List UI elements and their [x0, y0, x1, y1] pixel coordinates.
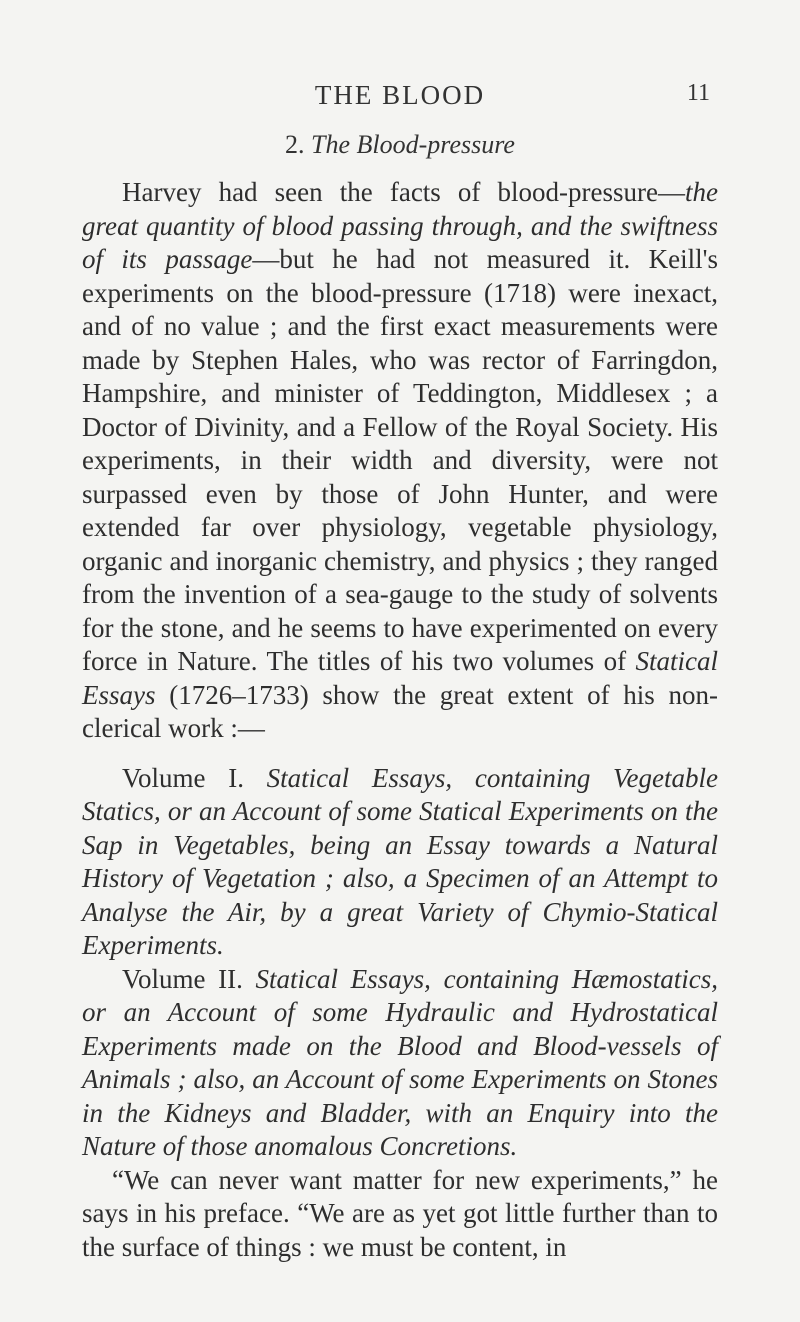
p1-c: —but he had not measured it. Keill's experiments on the blood-pressure (1718) were inexact, and of no value ; and the first exact measurements were made by Stephen Hales, who was rector of Farringdon, Hampshire, and minister of Teddington, Middlesex ; a Doctor of Divinity, and a Fellow of the Royal Society. His experiments, in their width and diversity, were not surpassed even by those of John Hunter, and were extended far over physiology, vegetable physiology, organic and inorganic chemistry, and physics ; they ranged from the invention of a sea-gauge to the study of solvents for the stone, and he seems to have experimented on every force in Nature. The titles of his two volumes of — [82, 244, 718, 676]
body-text — [82, 176, 718, 1264]
volume-two-label: Volume II. — [122, 963, 256, 994]
p1-book-title: Statical Essays — [82, 646, 718, 710]
volume-two-entry — [82, 963, 718, 1164]
section-heading — [0, 130, 800, 160]
p1-e: (1726–1733) show the great extent of his non-clerical work :— — [82, 679, 718, 743]
page-number: 11 — [686, 80, 710, 106]
p1-a: Harvey had seen the facts of blood-pressure— — [122, 177, 685, 207]
section-number: 2. — [285, 130, 305, 159]
running-title: THE BLOOD — [314, 80, 486, 110]
volume-two-title: Statical Essays, containing Hæmostatics, or an Account of some Hydraulic and Hydrostatical Experiments made on the Blood and Blood-vessels of Animals ; also, an Account of some Experiments on Stones in the Kidneys and Bladder, with an Enquiry into the Nature of those anomalous Concretions. — [82, 963, 718, 1161]
running-head — [0, 80, 800, 111]
p1-harvey-quote: the great quantity of blood passing through, and the swiftness of its passage — [82, 177, 718, 274]
volume-one-label: Volume I. — [122, 762, 267, 793]
paragraph-hales — [82, 176, 718, 746]
volume-one-entry — [82, 762, 718, 963]
section-title: The Blood-pressure — [311, 130, 515, 159]
preface-quote: “We can never want matter for new experiments,” he says in his preface. “We are as yet got little further than to the surface of things : we must be content, in — [82, 1164, 718, 1262]
volume-one-title: Statical Essays, containing Vegetable Statics, or an Account of some Statical Experiments on the Sap in Vegetables, being an Essay towards a Natural History of Vegetation ; also, a Specimen of an Attempt to Analyse the Air, by a great Variety of Chymio-Statical Experiments. — [82, 762, 718, 960]
